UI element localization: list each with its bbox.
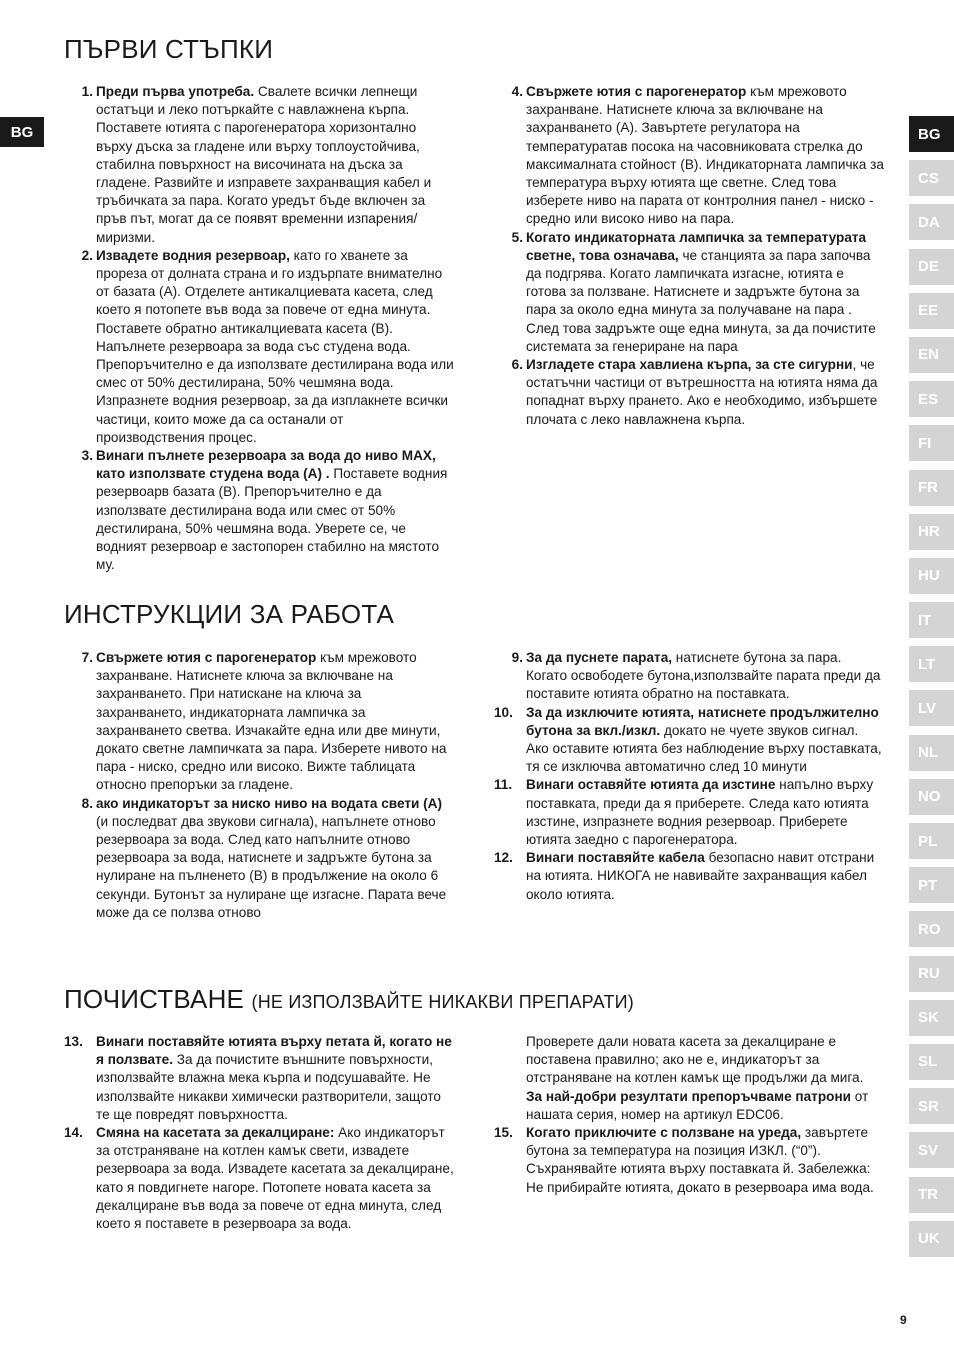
step-lead: Свържете ютия с парогенератор: [96, 650, 317, 665]
language-tab-es[interactable]: ES: [909, 381, 954, 417]
descaler-check-text: Проверете дали новата касета за декалциране е поставена правилно; ако не е, индикаторът за отстраняване на котлен камък ще продължи да мига.: [526, 1034, 864, 1086]
step-lead: Винаги поставяйте ютията върху петата й, когато не я ползвате.: [96, 1034, 452, 1068]
step-item: [494, 356, 884, 429]
step-lead: ако индикаторът за ниско ниво на водата свети (A): [96, 795, 442, 811]
step-item: [494, 849, 884, 904]
step-number: 4.: [511, 84, 523, 99]
language-tab-it[interactable]: IT: [909, 602, 954, 638]
step-item: [494, 776, 884, 849]
tip-lead: За най-добри резултати препоръчваме патрони: [526, 1088, 852, 1104]
step-number: 7.: [81, 650, 93, 665]
language-tab-tr[interactable]: TR: [909, 1177, 954, 1213]
step-number: 12.: [494, 850, 513, 866]
step-lead: Смяна на касетата за декалциране:: [96, 1125, 335, 1141]
step-text: За да почистите външните повърхности, използвайте влажна мека кърпа и подсушавайте. Не използвайте никакви химически разтворители, защото те ще повредят повърхността.: [96, 1052, 441, 1122]
first-steps-left-column: [64, 83, 454, 574]
cleaning-left-column: [64, 1033, 454, 1233]
operating-right-column: [494, 649, 884, 904]
language-tab-sl[interactable]: SL: [909, 1044, 954, 1080]
language-tab-sv[interactable]: SV: [909, 1132, 954, 1168]
language-tab-cs[interactable]: CS: [909, 160, 954, 196]
step-number: 13.: [64, 1034, 83, 1049]
cleaning-right-column: [494, 1033, 884, 1197]
step-text: напълно върху поставката, преди да я приберете. Следа като ютията изстине, изпразнете водния резервоар. Приберете ютията заедно с парогенератора.: [526, 777, 874, 848]
step-number: 5.: [511, 229, 523, 245]
step-text: (и последват два звукови сигнала), напълнете отново резервоара за вода. След като напълните отново резервоара за вода, натиснете и задръжте бутона за нулиране на пълненето (B) в продължение на около 6 секунди. Бутонът за нулиране ще изгасне. Парата вече може да се ползва отново: [96, 813, 447, 920]
language-tab-nl[interactable]: NL: [909, 735, 954, 771]
language-tab-no[interactable]: NO: [909, 779, 954, 815]
language-tab-fi[interactable]: FI: [909, 425, 954, 461]
step-text: докато не чуете звуков сигнал. Ако оставите ютията без наблюдение върху поставката, тя се изключва автоматично след 10 минути: [526, 722, 882, 775]
section-title-operating-instructions: ИНСТРУКЦИИ ЗА РАБОТА: [64, 599, 395, 629]
step-lead: Винаги пълнете резервоара за вода до ниво MAX, като използвате студена вода (A) .: [96, 448, 436, 482]
step-item: [64, 649, 454, 795]
step-text: Поставете водния резервоарв базата (B). Препоръчително е да използвате дестилирана вода или смес от 50% дестилирана, 50% чешмяна вода. Уверете се, че водният резервоар е застопорен стабилно на мястото му.: [96, 466, 448, 573]
step-item: [64, 447, 454, 574]
step-text: , че остатъчни частици от вътрешността на ютията няма да попаднат върху прането. Ако е необходимо, избършете плочата с леко навлажнена кърпа.: [526, 357, 878, 427]
step-number: 9.: [511, 650, 523, 665]
language-tab-sr[interactable]: SR: [909, 1088, 954, 1124]
step-lead: Извадете водния резервоар,: [96, 247, 290, 263]
language-tab-lv[interactable]: LV: [909, 690, 954, 726]
page-number: 9: [900, 1313, 907, 1327]
language-tab-pt[interactable]: PT: [909, 867, 954, 903]
step-text: безопасно навит отстрани на ютията. НИКОГА не навивайте захранващия кабел около ютията.: [526, 850, 875, 902]
language-tab-da[interactable]: DA: [909, 204, 954, 240]
step-item: [494, 704, 884, 777]
step-lead: Изгладете стара хавлиена кърпа, за сте сигурни: [526, 357, 853, 373]
step-number: 14.: [64, 1125, 83, 1141]
step-text: Ако индикаторът за отстраняване на котлен камък свети, извадете резервоара за вода. Извадете касетата за декалциране, като я повдигнете нагоре. Потопете новата касета за декалциране във вода за повече от една минута, след което я поставете в резервоара за вода.: [96, 1125, 454, 1232]
step-number: 3.: [81, 448, 93, 464]
step-lead: Свържете ютия с парогенератор: [526, 84, 747, 99]
step-item: [494, 649, 884, 704]
step-item: [64, 83, 454, 247]
cartridge-tip: [494, 1088, 884, 1124]
first-steps-right-column: [494, 83, 884, 429]
step-number: 2.: [81, 247, 93, 263]
language-tab-sk[interactable]: SK: [909, 1000, 954, 1036]
step-lead: Винаги оставяйте ютията да изстине: [526, 777, 776, 793]
section-title-first-steps: ПЪРВИ СТЪПКИ: [64, 34, 274, 64]
language-tab-uk[interactable]: UK: [909, 1221, 954, 1257]
step-number: 6.: [511, 357, 523, 373]
language-tab-lt[interactable]: LT: [909, 646, 954, 682]
language-tab-hr[interactable]: HR: [909, 514, 954, 550]
step-text: като го хванете за прореза от долната страна и го издърпате внимателно от базата (A). Отделете антикалциевата касета, след което я потопете във вода за повече от една минута. Поставете обратно антикалциевата касета (B). Напълнете резервоара за вода със студена вода. Препоръчително е да използвате дестилирана вода или смес от 50% дестилирана, 50% чешмяна вода. Изпразнете водния резервоар, за да изплакнете всички частици, които може да са останали от производствения процес.: [96, 247, 454, 445]
step-item: [494, 229, 884, 356]
language-tab-pl[interactable]: PL: [909, 823, 954, 859]
language-tab-list: [909, 116, 954, 1265]
step-item: [64, 1124, 454, 1233]
step-text: завъртете бутона за температура на позиция ИЗКЛ. (“0”). Съхранявайте ютията върху поставката й. Забележка: Не прибирайте ютията, докато в резервоара има вода.: [526, 1125, 874, 1195]
current-language-tab: BG: [0, 117, 44, 147]
operating-left-column: [64, 649, 454, 922]
language-tab-en[interactable]: EN: [909, 337, 954, 373]
step-lead: Когато индикаторната лампичка за температурата светне, това означава,: [526, 229, 867, 263]
language-tab-fr[interactable]: FR: [909, 470, 954, 506]
step-number: 10.: [494, 704, 513, 720]
tip-text: от нашата серия, номер на артикул EDC06.: [526, 1088, 869, 1122]
step-item: [494, 83, 884, 229]
step-lead: За да пуснете парата,: [526, 650, 673, 665]
step-number: 11.: [494, 777, 513, 793]
language-tab-hu[interactable]: HU: [909, 558, 954, 594]
step-text: към мрежовото захранване. Натиснете ключа за включване на захранването. При натискане на ключа за захранването, индикаторната лампичка за захранването светва. Изчакайте една или две минути, докато светне лампичката за пара. Изберете нивото на пара - ниско, средно или високо. Вижте таблицата относно препоръки за гладене.: [96, 650, 447, 793]
step-lead: Преди първа употреба.: [96, 84, 255, 99]
language-tab-ru[interactable]: RU: [909, 956, 954, 992]
step-text: натиснете бутона за пара. Когато освободете бутона,използвайте парата преди да поставите ютията обратно на поставката.: [526, 650, 881, 702]
step-number: 8.: [81, 795, 93, 811]
step-text: Свалете всички лепнещи остатъци и леко потъркайте с навлажнена кърпа. Поставете ютията с парогенератора хоризонтално върху дъска за гладене или върху топлоустойчива, стабилна повърхност на височината на дъска за гладене. Развийте и изправете захранващия кабел и тръбичката за пара. Когато уредът бъде включен за пръв път, могат да се появят временни изпарения/ миризми.: [96, 84, 432, 245]
section-title-cleaning: [64, 984, 634, 1015]
step-number: 1.: [81, 84, 93, 99]
step-lead: Винаги поставяйте кабела: [526, 850, 705, 866]
step-text: към мрежовото захранване. Натиснете ключа за включване на захранването (A). Завъртете регулатора на температуратав посока на часовниковата стрелка до максималната стойност (B). Индикаторната лампичка за температура върху ютията ще светне. След това изберете ниво на парата от контролния панел - ниско - средно или високо ниво на пара.: [526, 84, 884, 227]
step-lead: За да изключите ютията, натиснете продължително бутона за вкл./изкл.: [526, 704, 879, 738]
step-number: 15.: [494, 1125, 513, 1141]
language-tab-ro[interactable]: RO: [909, 911, 954, 947]
language-tab-de[interactable]: DE: [909, 249, 954, 285]
language-tab-ee[interactable]: EE: [909, 293, 954, 329]
step-item: [64, 795, 454, 922]
step-item: [494, 1124, 884, 1197]
language-tab-bg[interactable]: BG: [909, 116, 954, 152]
cleaning-title: ПОЧИСТВАНЕ: [64, 984, 245, 1014]
step-item: [64, 247, 454, 447]
cleaning-subtitle: (НЕ ИЗПОЛЗВАЙТЕ НИКАКВИ ПРЕПАРАТИ): [251, 992, 634, 1012]
step-text: че станцията за пара започва да подгрява. Когато лампичката изгасне, ютията е готова за ползване. Натиснете и задръжте бутона за пара за около една минута за получаване на пара . След това задръжте още една минута, за да почистите системата за генериране на пара: [526, 247, 876, 354]
step-item: [64, 1033, 454, 1124]
step-lead: Когато приключите с ползване на уреда,: [526, 1125, 802, 1141]
